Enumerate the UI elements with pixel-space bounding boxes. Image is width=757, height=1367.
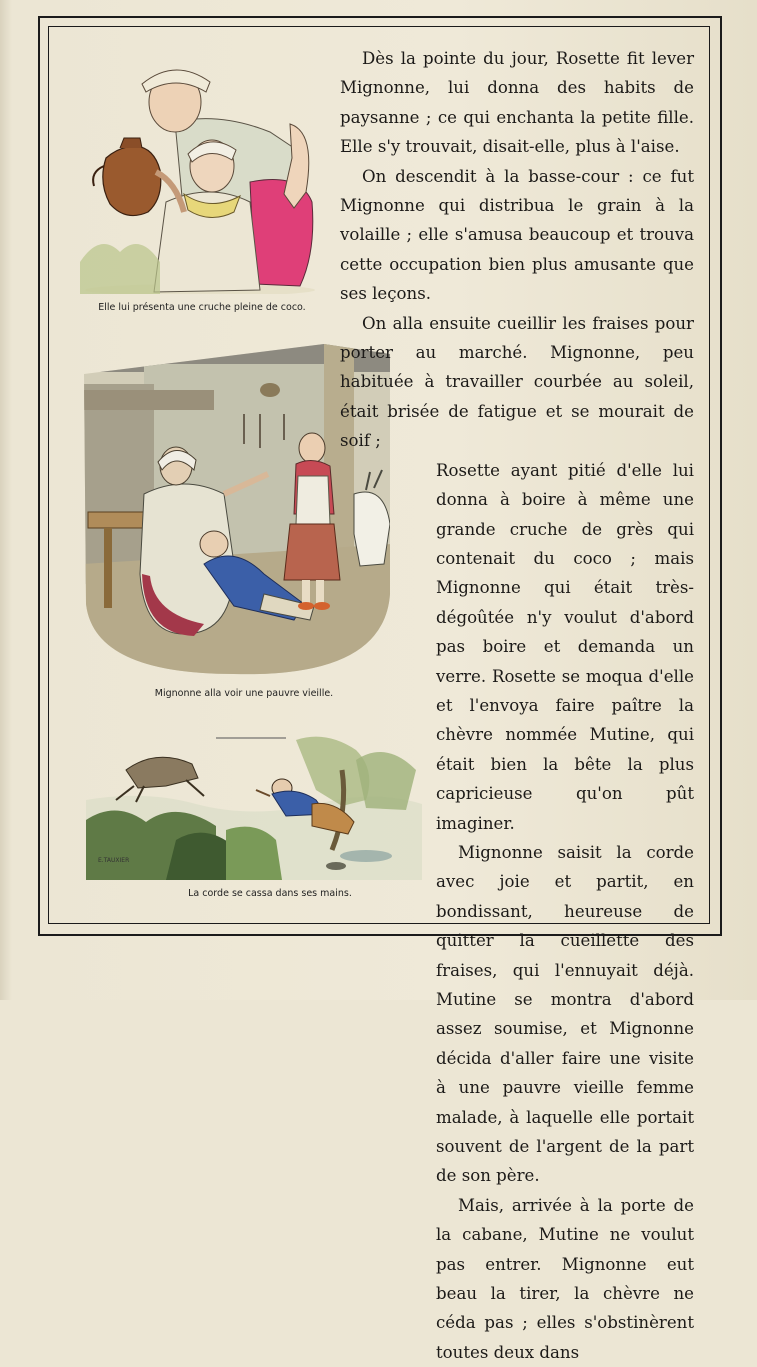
- artist-signature: E.TAUXIER: [98, 857, 130, 864]
- illustration-caption: Elle lui présenta une cruche pleine de coco.: [98, 302, 306, 313]
- paragraph: Mais, arrivée à la porte de la cabane, Mutine ne voulut pas entrer. Mignonne eut beau la tirer, la chèvre ne céda pas ; elles s'obstinèrent toutes deux dans: [436, 1195, 694, 1362]
- story-text: [340, 44, 694, 1367]
- illustration-caption: La corde se cassa dans ses mains.: [188, 888, 352, 899]
- paragraph: On alla ensuite cueillir les fraises pour porter au marché. Mignonne, peu habituée à travailler courbée au soleil, était brisée de fatigue et se mourait de soif ;: [340, 313, 694, 451]
- paragraph: On descendit à la basse-cour : ce fut Mignonne qui distribua le grain à la volaille ; elle s'amusa beaucoup et trouva cette occupation bien plus amusante que ses leçons.: [340, 166, 694, 304]
- paragraph: Rosette ayant pitié d'elle lui donna à boire à même une grande cruche de grès qui contenait du coco ; mais Mignonne qui était très-dégoûtée n'y voulut d'abord pas boire et demanda un verre. Rosette se moqua d'elle et l'envoya faire paître la chèvre nommée Mutine, qui était bien la bête la plus capricieuse qu'on pût imaginer.: [436, 460, 694, 833]
- illustration-caption: Mignonne alla voir une pauvre vieille.: [154, 688, 334, 699]
- paragraph: Dès la pointe du jour, Rosette fit lever Mignonne, lui donna des habits de paysanne ; ce qui enchanta la petite fille. Elle s'y trouvait, disait-elle, plus à l'aise.: [340, 49, 694, 157]
- paragraph: Mignonne saisit la corde avec joie et partit, en bondissant, heureuse de quitter la cueillette des fraises, qui l'ennuyait déjà. Mutine se montra d'abord assez soumise, et Mignonne décida d'aller faire une visite à une pauvre vieille femme malade, à laquelle elle portait souvent de l'argent de la part de son père.: [436, 842, 694, 1186]
- illustration-jug: [80, 62, 320, 294]
